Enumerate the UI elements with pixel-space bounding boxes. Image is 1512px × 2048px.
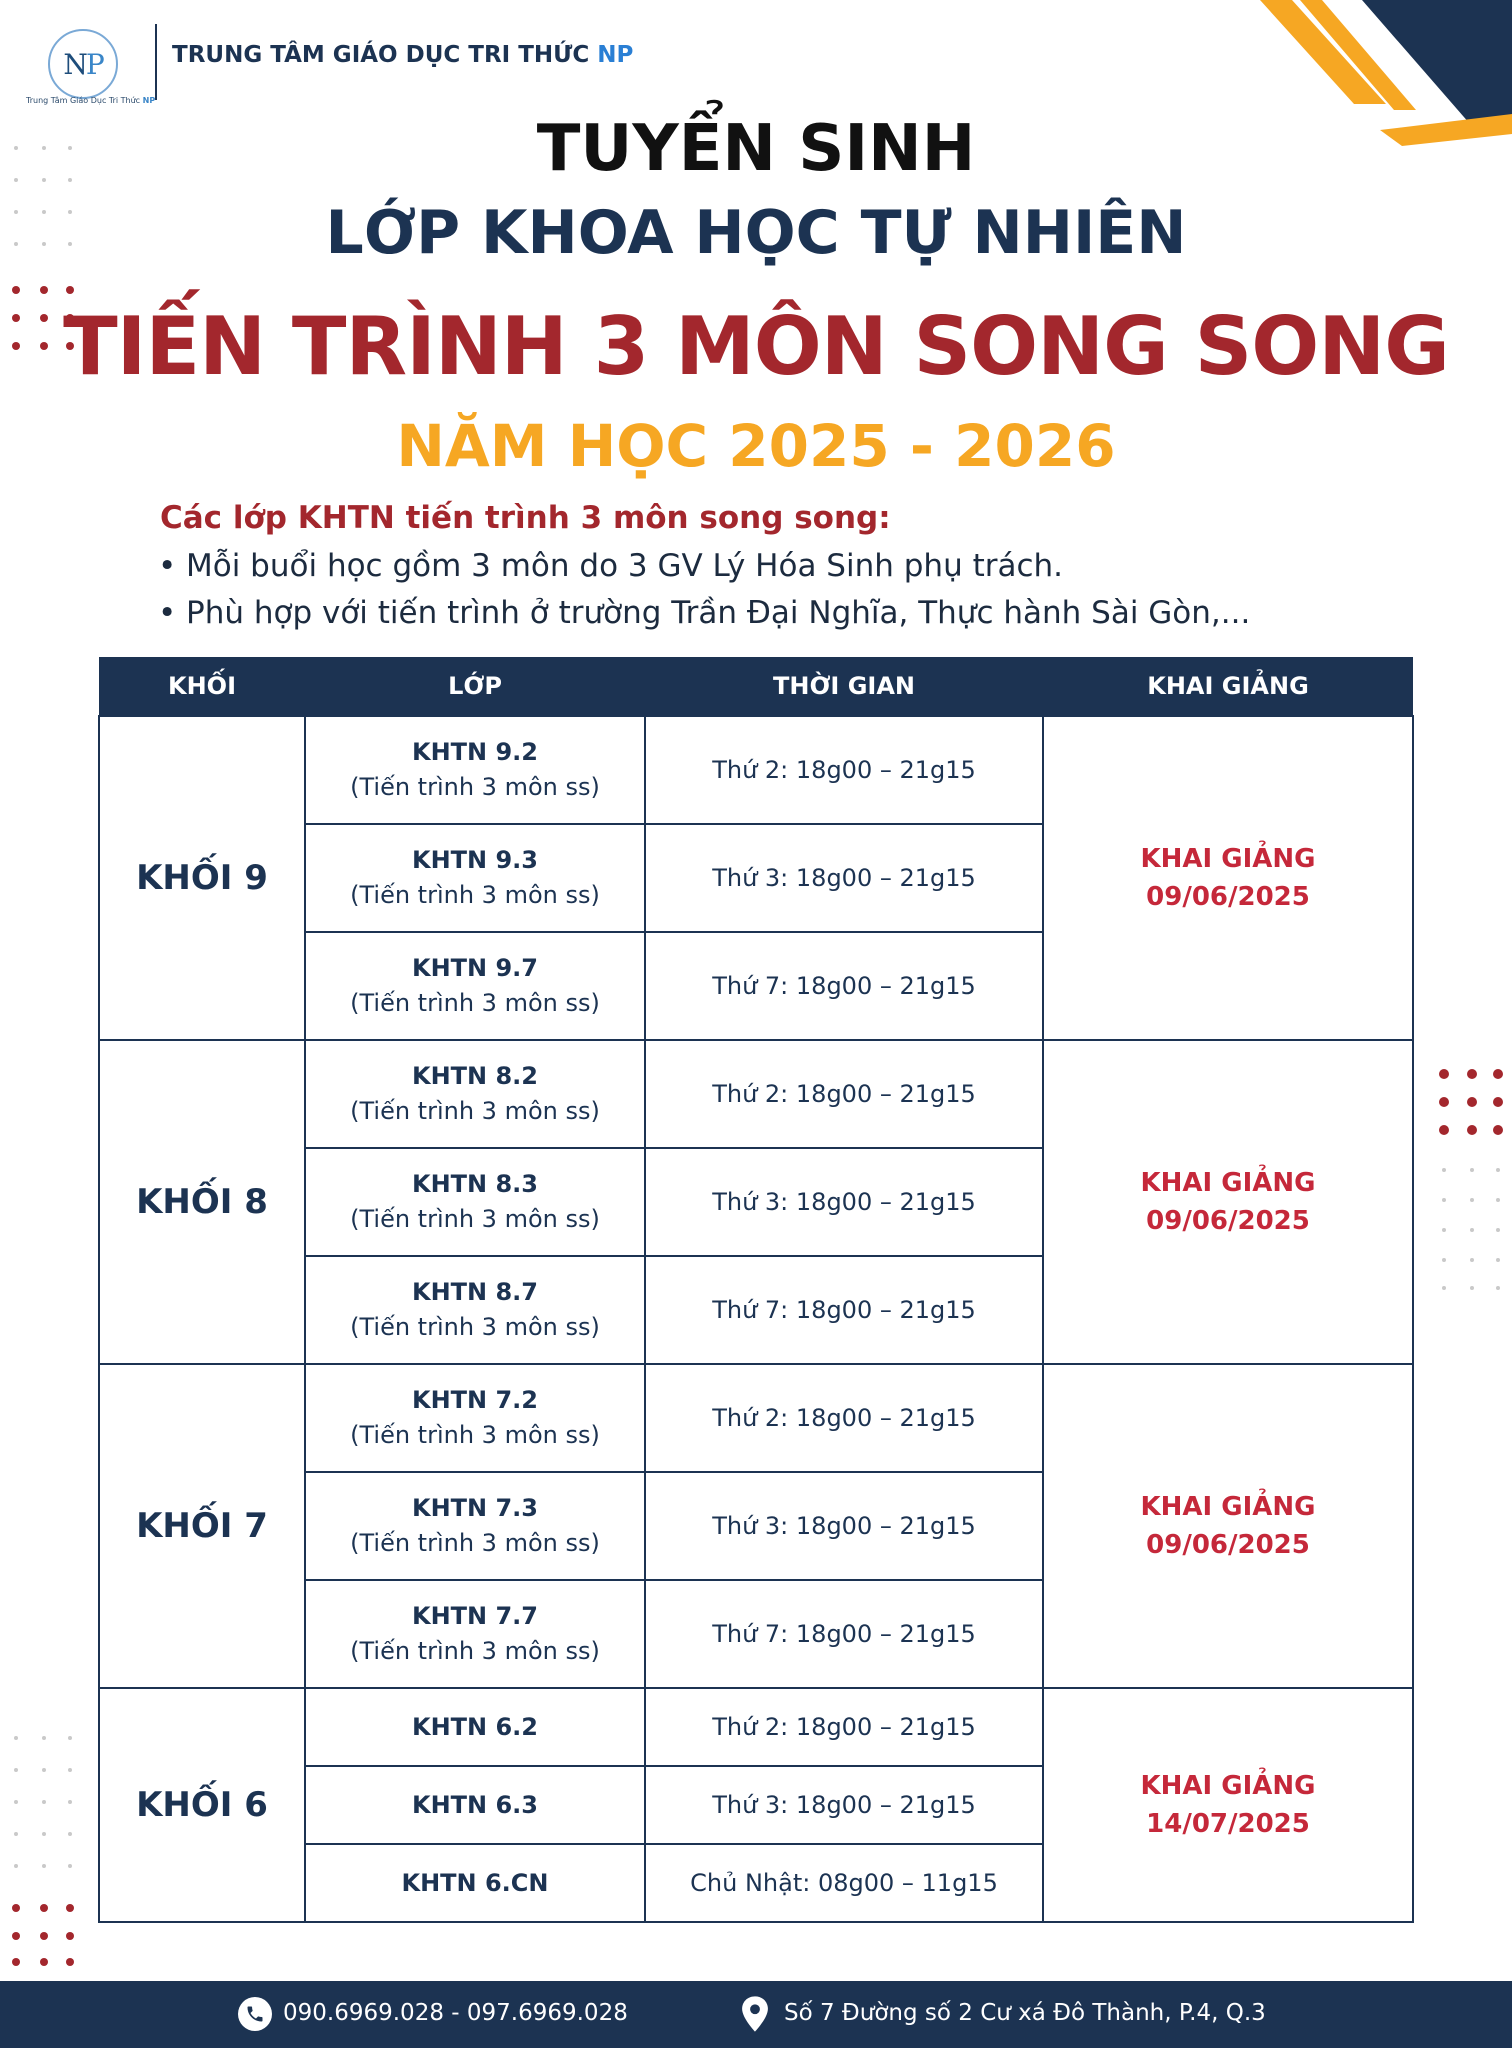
class-cell: KHTN 6.3: [305, 1766, 645, 1844]
class-cell: [305, 716, 645, 824]
class-note: (Tiến trình 3 môn ss): [350, 1637, 600, 1665]
headline-school-year: NĂM HỌC 2025 - 2026: [396, 412, 1116, 480]
start-label: KHAI GIẢNG: [1140, 1168, 1316, 1198]
logo-letter-p: P: [85, 47, 103, 81]
class-name: KHTN 7.2: [411, 1386, 538, 1414]
column-header-khoi: KHỐI: [99, 657, 305, 716]
header-divider: [155, 24, 157, 100]
class-name: KHTN 7.3: [411, 1494, 538, 1522]
column-header-khai-giang: KHAI GIẢNG: [1043, 657, 1413, 716]
headline-enrollment: TUYỂN SINH: [536, 112, 976, 186]
column-header-thoi-gian: THỜI GIAN: [645, 657, 1043, 716]
center-name-text: TRUNG TÂM GIÁO DỤC TRI THỨC: [172, 42, 590, 68]
class-name: KHTN 8.3: [411, 1170, 538, 1198]
class-cell: [305, 932, 645, 1040]
time-cell: Thứ 7: 18g00 – 21g15: [645, 1580, 1043, 1688]
class-note: (Tiến trình 3 môn ss): [350, 1205, 600, 1233]
class-name: KHTN 9.3: [411, 846, 538, 874]
start-date: 09/06/2025: [1146, 1530, 1310, 1560]
intro-bullet: • Phù hợp với tiến trình ở trường Trần Đại Nghĩa, Thực hành Sài Gòn,...: [186, 595, 1250, 631]
time-cell: Thứ 2: 18g00 – 21g15: [645, 1364, 1043, 1472]
dots-decoration-left-bottom: [8, 1730, 78, 1970]
time-cell: Thứ 7: 18g00 – 21g15: [645, 1256, 1043, 1364]
logo-letter-n: N: [63, 47, 86, 81]
logo-caption-text: Trung Tâm Giáo Dục Tri Thức: [26, 96, 141, 105]
class-cell: KHTN 6.CN: [305, 1844, 645, 1922]
class-note: (Tiến trình 3 môn ss): [350, 1529, 600, 1557]
start-date-cell: [1043, 1040, 1413, 1364]
class-name: KHTN 8.2: [411, 1062, 538, 1090]
grade-cell: KHỐI 6: [99, 1688, 305, 1922]
start-date-cell: [1043, 1364, 1413, 1688]
start-date-cell: [1043, 716, 1413, 1040]
time-cell: Thứ 3: 18g00 – 21g15: [645, 1766, 1043, 1844]
class-note: (Tiến trình 3 môn ss): [350, 1097, 600, 1125]
headline-program: TIẾN TRÌNH 3 MÔN SONG SONG: [63, 300, 1449, 393]
start-date: 09/06/2025: [1146, 1206, 1310, 1236]
start-label: KHAI GIẢNG: [1140, 844, 1316, 874]
class-cell: [305, 1256, 645, 1364]
class-note: (Tiến trình 3 môn ss): [350, 1313, 600, 1341]
class-name: KHTN 9.2: [411, 738, 538, 766]
time-cell: Thứ 2: 18g00 – 21g15: [645, 716, 1043, 824]
start-label: KHAI GIẢNG: [1140, 1771, 1316, 1801]
schedule-table: [98, 657, 1414, 1923]
start-date: 09/06/2025: [1146, 882, 1310, 912]
time-cell: Chủ Nhật: 08g00 – 11g15: [645, 1844, 1043, 1922]
class-cell: [305, 1040, 645, 1148]
class-note: (Tiến trình 3 môn ss): [350, 881, 600, 909]
logo-mark: [63, 48, 102, 81]
logo-caption-np: NP: [142, 96, 156, 105]
class-cell: [305, 1364, 645, 1472]
class-cell: [305, 1472, 645, 1580]
time-cell: Thứ 3: 18g00 – 21g15: [645, 1472, 1043, 1580]
footer-address: Số 7 Đường số 2 Cư xá Đô Thành, P.4, Q.3: [784, 2000, 1266, 2026]
class-cell: KHTN 6.2: [305, 1688, 645, 1766]
center-name-np: NP: [597, 42, 634, 68]
time-cell: Thứ 2: 18g00 – 21g15: [645, 1688, 1043, 1766]
class-cell: [305, 1148, 645, 1256]
time-cell: Thứ 3: 18g00 – 21g15: [645, 824, 1043, 932]
class-note: (Tiến trình 3 môn ss): [350, 773, 600, 801]
brand-logo: [48, 29, 118, 99]
table-header-row: [99, 657, 1413, 716]
intro-title: Các lớp KHTN tiến trình 3 môn song song:: [160, 500, 891, 536]
start-date-cell: [1043, 1688, 1413, 1922]
time-cell: Thứ 7: 18g00 – 21g15: [645, 932, 1043, 1040]
start-label: KHAI GIẢNG: [1140, 1492, 1316, 1522]
table-row: [99, 716, 1413, 824]
time-cell: Thứ 3: 18g00 – 21g15: [645, 1148, 1043, 1256]
class-note: (Tiến trình 3 môn ss): [350, 1421, 600, 1449]
time-cell: Thứ 2: 18g00 – 21g15: [645, 1040, 1043, 1148]
table-row: [99, 1040, 1413, 1148]
class-cell: [305, 824, 645, 932]
center-name: [172, 42, 633, 68]
dots-decoration-right: [1432, 1060, 1508, 1300]
class-name: KHTN 8.7: [411, 1278, 538, 1306]
class-cell: [305, 1580, 645, 1688]
table-row: [99, 1688, 1413, 1766]
footer-phone[interactable]: 090.6969.028 - 097.6969.028: [283, 2000, 628, 2026]
map-pin-icon: [738, 1995, 772, 2033]
grade-cell: KHỐI 7: [99, 1364, 305, 1688]
phone-icon: [238, 1997, 272, 2031]
grade-cell: KHỐI 8: [99, 1040, 305, 1364]
headline-class: LỚP KHOA HỌC TỰ NHIÊN: [325, 198, 1187, 268]
class-name: KHTN 7.7: [411, 1602, 538, 1630]
table-row: [99, 1364, 1413, 1472]
grade-cell: KHỐI 9: [99, 716, 305, 1040]
intro-bullet: • Mỗi buổi học gồm 3 môn do 3 GV Lý Hóa Sinh phụ trách.: [186, 548, 1063, 584]
column-header-lop: LỚP: [305, 657, 645, 716]
logo-caption: [26, 96, 156, 105]
start-date: 14/07/2025: [1146, 1809, 1310, 1839]
class-name: KHTN 9.7: [411, 954, 538, 982]
class-note: (Tiến trình 3 môn ss): [350, 989, 600, 1017]
